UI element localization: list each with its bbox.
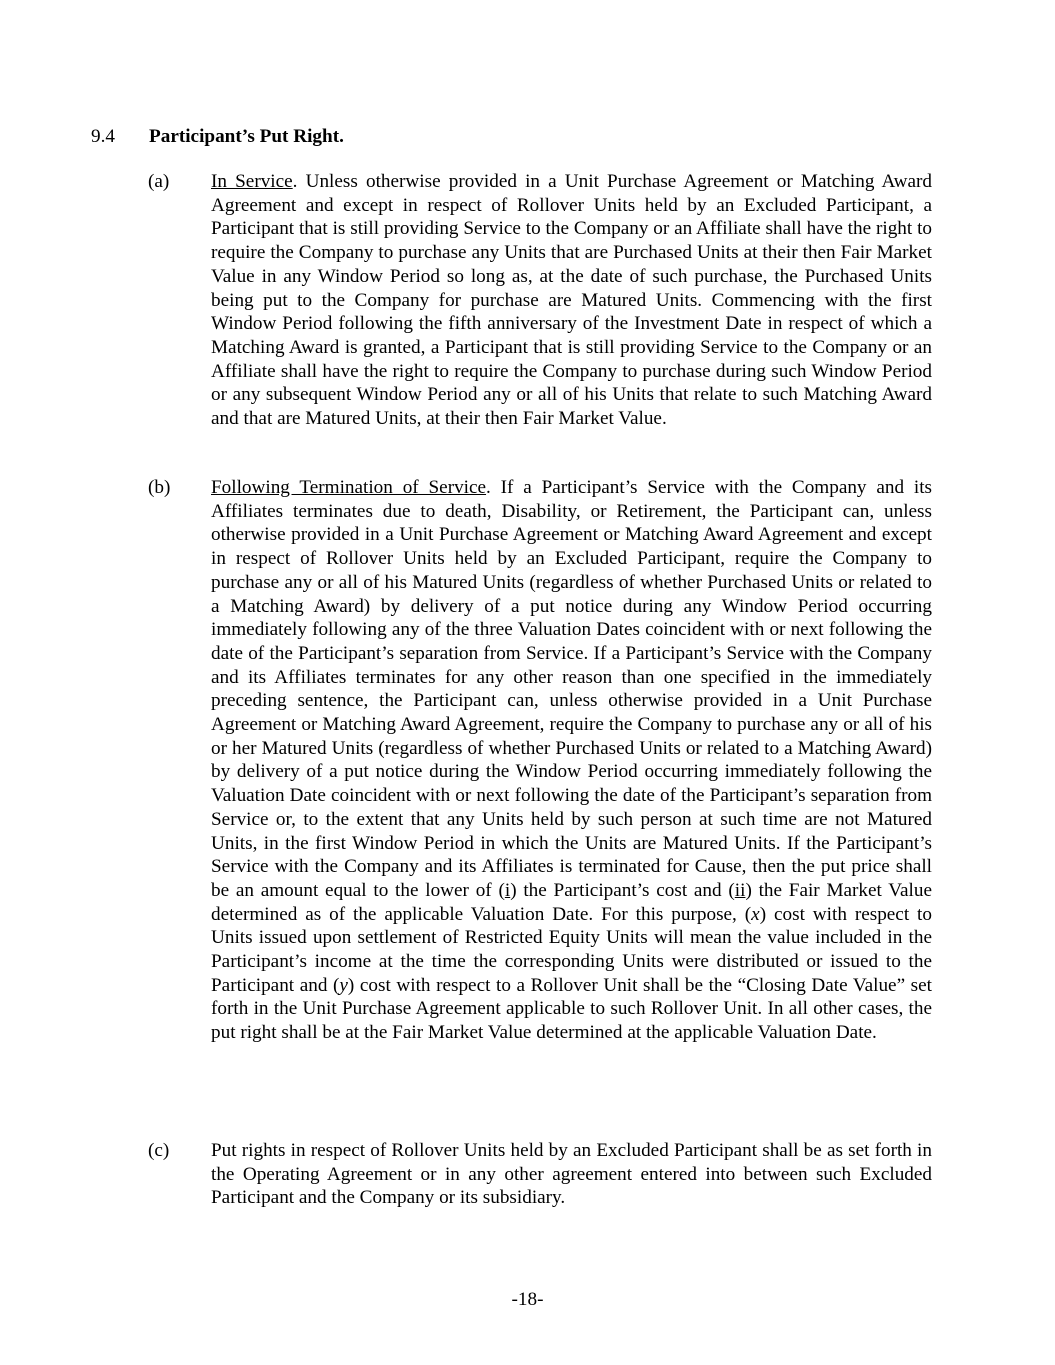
section-title: Participant’s Put Right. [149,126,344,147]
marker-ii: ii [734,879,746,901]
marker-i: i [504,879,511,901]
paragraph-b-text-5: ) cost with respect to a Rollover Unit shall be the “Closing Date Value” set forth in the Unit Purchase Agreement applicable to such Rollover Unit. In all other cases, the put right shall be at the Fair Market Value determined at the applicable Valuation Date. [211,974,932,1044]
paragraph-c-label: (c) [148,1140,170,1161]
paragraph-b-label: (b) [148,477,171,498]
page-number: -18- [511,1289,544,1310]
paragraph-b-text-3: ) the Fair Market Value determined as of the applicable Valuation Date. For this purpose, ( [211,879,932,925]
marker-x: x [751,903,760,925]
paragraph-a-label: (a) [148,171,170,192]
paragraph-b-text-4: ) cost with respect to Units issued upon settlement of Restricted Equity Units will mean the value included in the Participant’s income at the time the corresponding Units were distributed or issued to the Participant and ( [211,903,932,996]
paragraph-b-text-1: . If a Participant’s Service with the Company and its Affiliates terminates due to death, Disability, or Retirement, the Participant can, unless otherwise provided in a Unit Purchase Agreement or Matching Award Agreement and except in respect of Rollover Units held by an Excluded Participant, require the Company to purchase any or all of his Matured Units (regardless of whether Purchased Units or related to a Matching Award) by delivery of a put notice during any Window Period occurring immediately following any of the three Valuation Dates coincident with or next following the date of the Participant’s separation from Service. If a Participant’s Service with the Company and its Affiliates terminates for any other reason than one specified in the immediately preceding sentence, the Participant can, unless otherwise provided in a Unit Purchase Agreement or Matching Award Agreement, require the Company to purchase any or all of his or her Matured Units (regardless of whether Purchased Units or related to a Matching Award) by delivery of a put notice during the Window Period occurring immediately following the Valuation Date coincident with or next following the date of the Participant’s separation from Service or, to the extent that any Units held by such person at such time are not Matured Units, in the first Window Period in which the Units are Matured Units. If the Participant’s Service with the Company and its Affiliates is terminated for Cause, then the put price shall be an amount equal to the lower of ( [211,477,932,901]
paragraph-a-heading: In Service [211,171,293,192]
section-number: 9.4 [91,126,115,147]
paragraph-b-heading: Following Termination of Service [211,477,487,498]
paragraph-c-body: Put rights in respect of Rollover Units held by an Excluded Participant shall be as set forth in the Operating Agreement or in any other agreement entered into between such Excluded Participant and the Company or its subsidiary. [211,1140,932,1209]
paragraph-a-body [211,170,932,431]
marker-y: y [339,974,348,996]
section-heading [91,126,344,148]
paragraph-b-body [211,476,932,1045]
paragraph-b-text-2: ) the Participant’s cost and ( [510,879,735,901]
paragraph-a-text: . Unless otherwise provided in a Unit Purchase Agreement or Matching Award Agreement and except in respect of Rollover Units held by an Excluded Participant, a Participant that is still providing Service to the Company or an Affiliate shall have the right to require the Company to purchase any Units that are Purchased Units at their then Fair Market Value in any Window Period so long as, at the date of such purchase, the Purchased Units being put to the Company for purchase are Matured Units. Commencing with the first Window Period following the fifth anniversary of the Investment Date in respect of which a Matching Award is granted, a Participant that is still providing Service to the Company or an Affiliate shall have the right to require the Company to purchase during such Window Period or any subsequent Window Period any or all of his Units that relate to such Matching Award and that are Matured Units, at their then Fair Market Value. [211,171,932,430]
